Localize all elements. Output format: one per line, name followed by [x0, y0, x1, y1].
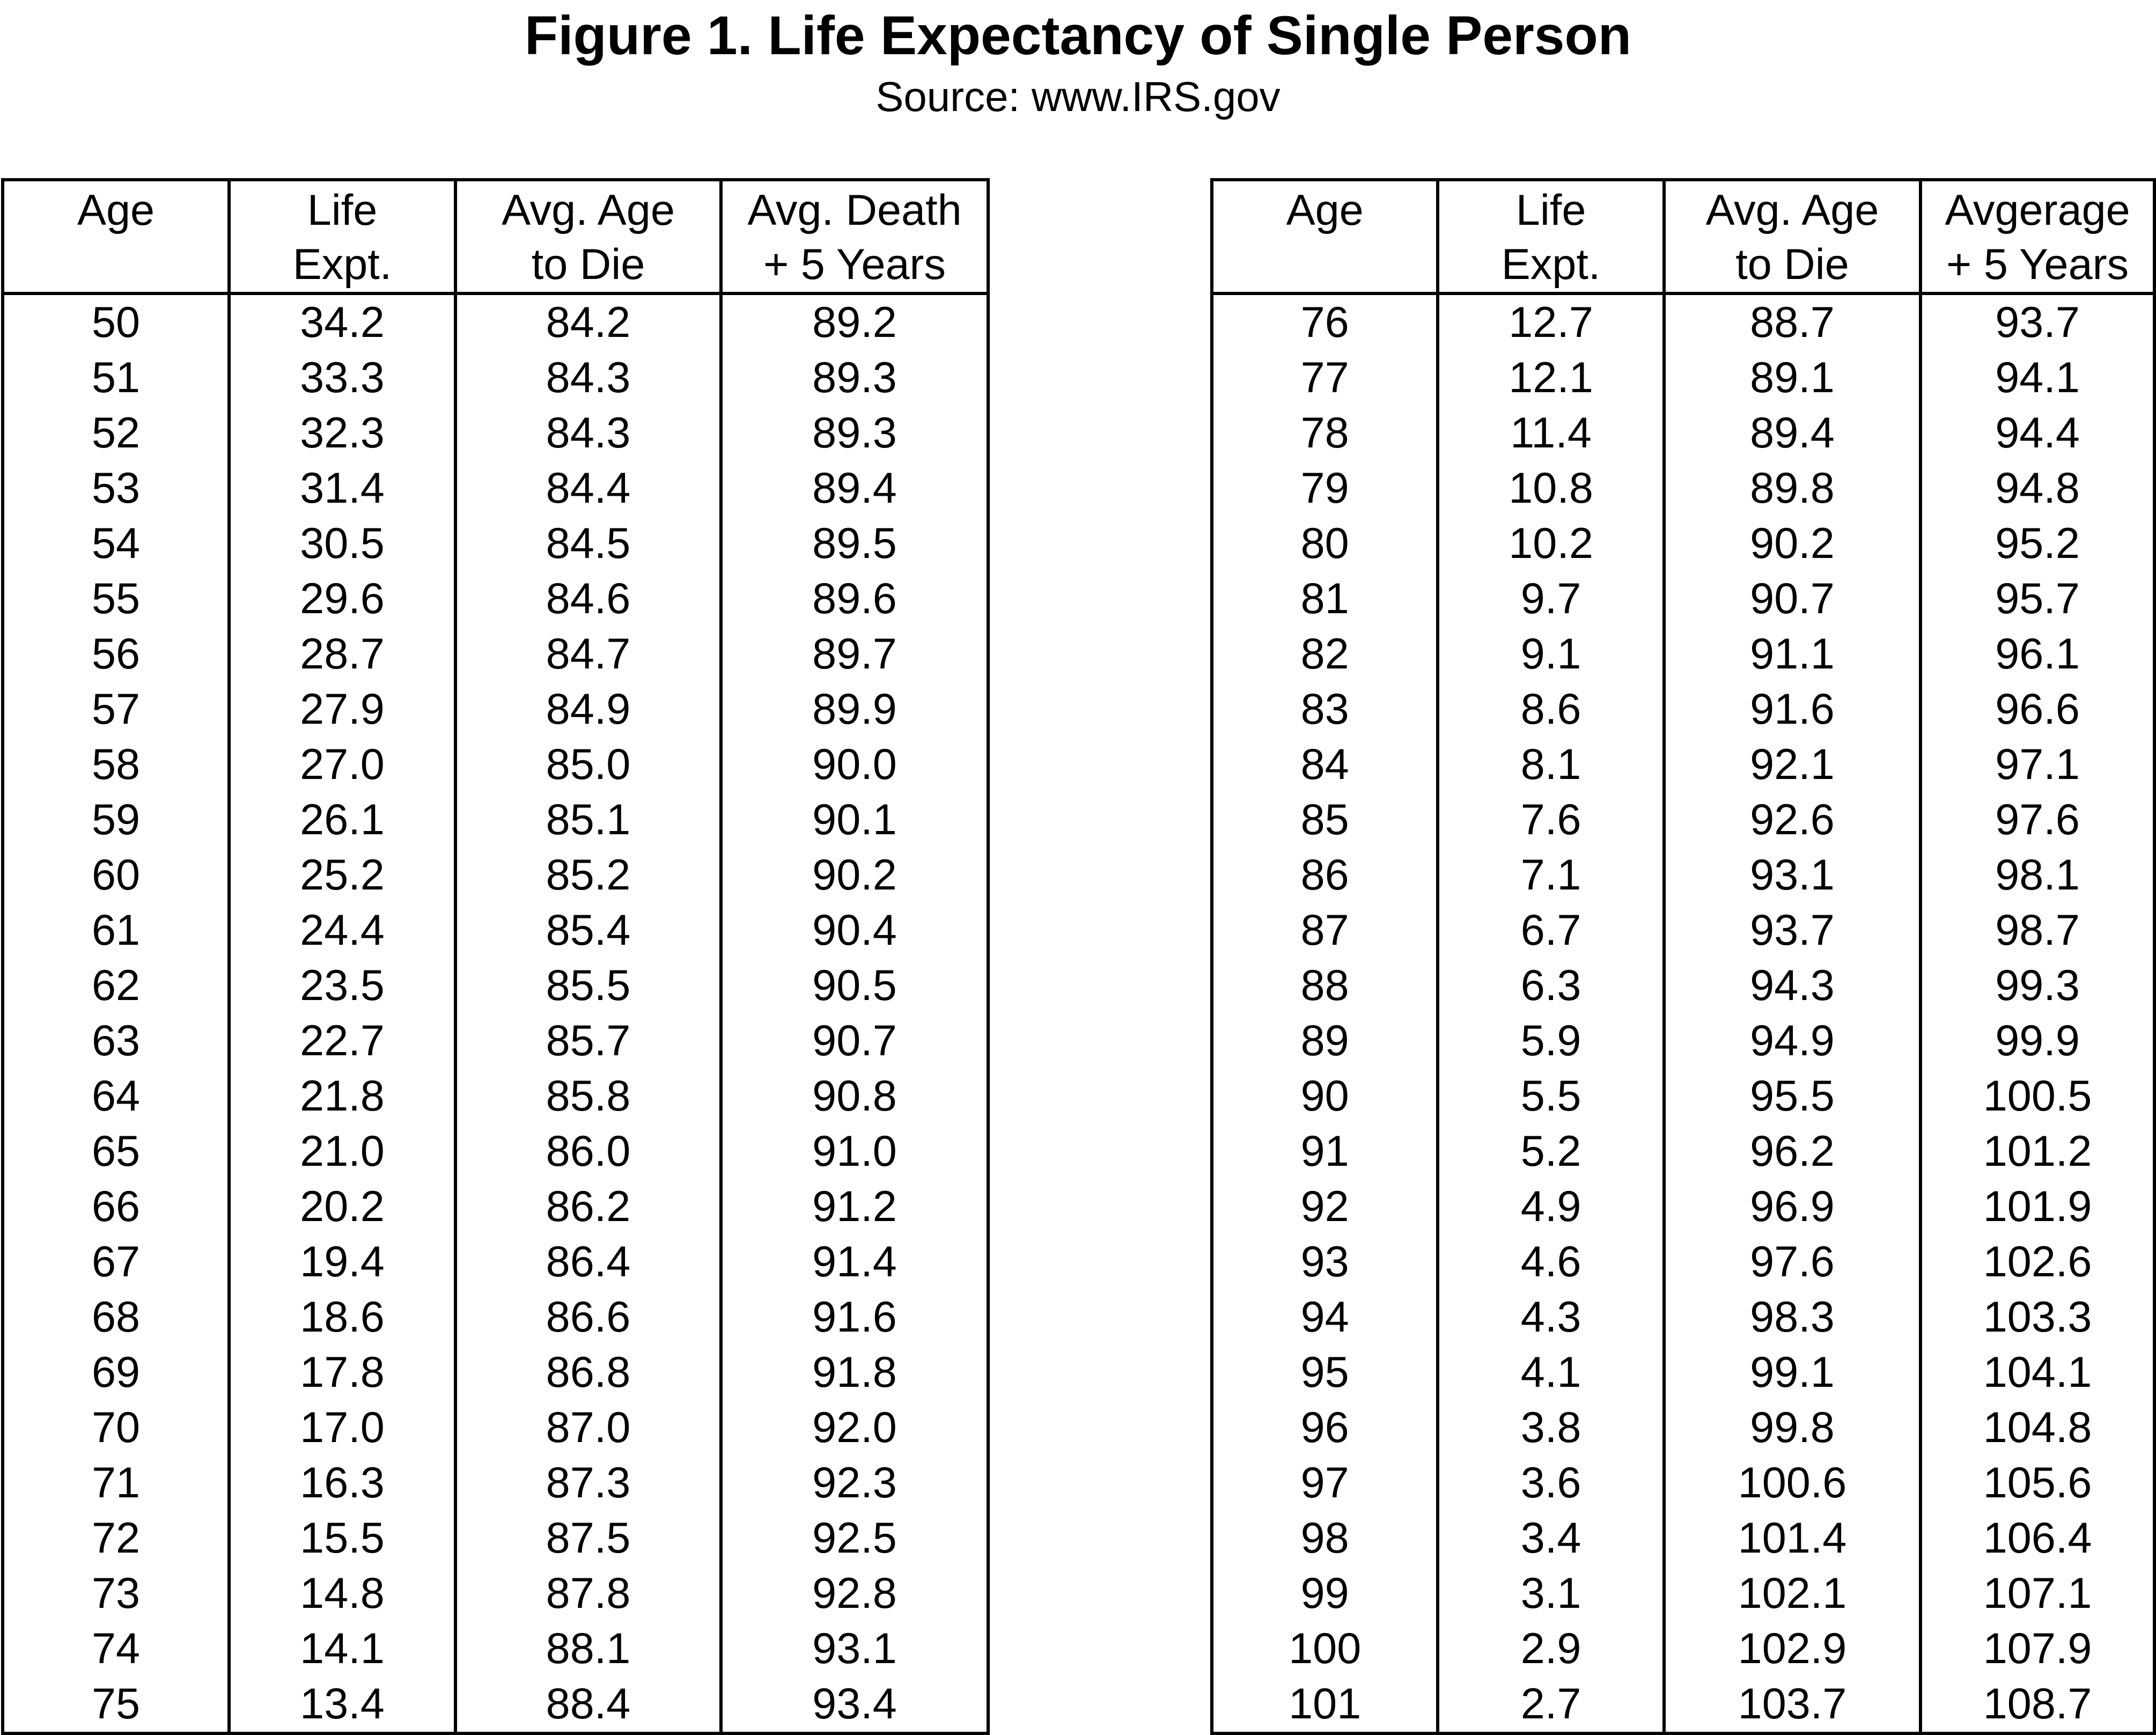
header-avg-age-to-die: [1664, 180, 1920, 293]
cell-life-expt: 8.1: [1438, 737, 1664, 792]
cell-life-expt: 27.0: [229, 737, 455, 792]
cell-avg-plus-5-years: 91.0: [721, 1124, 988, 1179]
cell-avg-age-to-die: 86.0: [455, 1124, 721, 1179]
table-row: [1212, 1677, 2154, 1733]
cell-avg-age-to-die: 90.2: [1664, 516, 1920, 571]
cell-life-expt: 4.6: [1438, 1234, 1664, 1290]
cell-avg-plus-5-years: 96.1: [1920, 627, 2154, 682]
cell-age: 97: [1212, 1455, 1438, 1511]
table-row: [1212, 1179, 2154, 1234]
table-row: [3, 571, 988, 627]
cell-age: 95: [1212, 1345, 1438, 1400]
cell-avg-plus-5-years: 97.1: [1920, 737, 2154, 792]
cell-avg-age-to-die: 85.4: [455, 903, 721, 958]
cell-avg-age-to-die: 84.3: [455, 350, 721, 406]
cell-avg-age-to-die: 99.1: [1664, 1345, 1920, 1400]
cell-avg-plus-5-years: 89.3: [721, 406, 988, 461]
cell-avg-age-to-die: 96.9: [1664, 1179, 1920, 1234]
cell-age: 90: [1212, 1069, 1438, 1124]
cell-age: 81: [1212, 571, 1438, 627]
cell-avg-plus-5-years: 89.9: [721, 682, 988, 737]
cell-age: 88: [1212, 958, 1438, 1013]
cell-life-expt: 17.8: [229, 1345, 455, 1400]
table-row: [3, 1069, 988, 1124]
cell-avg-age-to-die: 92.1: [1664, 737, 1920, 792]
table-row: [3, 792, 988, 848]
cell-age: 65: [3, 1124, 229, 1179]
table-row: [3, 1566, 988, 1621]
header-avg-plus-5-years: [1920, 180, 2154, 293]
cell-avg-plus-5-years: 90.8: [721, 1069, 988, 1124]
cell-life-expt: 18.6: [229, 1290, 455, 1345]
cell-age: 55: [3, 571, 229, 627]
table-row: [3, 461, 988, 516]
cell-age: 76: [1212, 293, 1438, 350]
table-row: [1212, 737, 2154, 792]
cell-avg-plus-5-years: 89.2: [721, 293, 988, 350]
cell-life-expt: 7.6: [1438, 792, 1664, 848]
cell-life-expt: 3.8: [1438, 1400, 1664, 1455]
table-row: [3, 627, 988, 682]
cell-avg-plus-5-years: 90.2: [721, 848, 988, 903]
cell-age: 67: [3, 1234, 229, 1290]
cell-avg-age-to-die: 84.6: [455, 571, 721, 627]
table-row: [3, 350, 988, 406]
cell-age: 54: [3, 516, 229, 571]
cell-avg-plus-5-years: 90.5: [721, 958, 988, 1013]
cell-age: 98: [1212, 1511, 1438, 1566]
cell-age: 74: [3, 1621, 229, 1677]
cell-age: 85: [1212, 792, 1438, 848]
cell-age: 79: [1212, 461, 1438, 516]
cell-avg-plus-5-years: 93.1: [721, 1621, 988, 1677]
table-row: [3, 903, 988, 958]
cell-life-expt: 14.1: [229, 1621, 455, 1677]
chart-subtitle: Source: www.IRS.gov: [875, 73, 1281, 120]
cell-avg-plus-5-years: 108.7: [1920, 1677, 2154, 1733]
cell-age: 57: [3, 682, 229, 737]
cell-avg-age-to-die: 87.0: [455, 1400, 721, 1455]
cell-avg-plus-5-years: 99.3: [1920, 958, 2154, 1013]
cell-avg-plus-5-years: 98.7: [1920, 903, 2154, 958]
cell-life-expt: 6.3: [1438, 958, 1664, 1013]
table-row: [1212, 1069, 2154, 1124]
table-row: [3, 1677, 988, 1733]
cell-life-expt: 26.1: [229, 792, 455, 848]
table-row: [1212, 682, 2154, 737]
cell-age: 56: [3, 627, 229, 682]
cell-avg-plus-5-years: 93.4: [721, 1677, 988, 1733]
cell-avg-plus-5-years: 91.6: [721, 1290, 988, 1345]
cell-life-expt: 27.9: [229, 682, 455, 737]
cell-life-expt: 29.6: [229, 571, 455, 627]
table-row: [3, 1400, 988, 1455]
table-row: [1212, 1013, 2154, 1069]
header-line: Age: [1286, 186, 1364, 234]
cell-life-expt: 5.9: [1438, 1013, 1664, 1069]
table-row: [3, 516, 988, 571]
cell-age: 70: [3, 1400, 229, 1455]
cell-avg-age-to-die: 102.9: [1664, 1621, 1920, 1677]
table-row: [1212, 1455, 2154, 1511]
cell-life-expt: 23.5: [229, 958, 455, 1013]
header-line: Avg. Death: [747, 186, 962, 234]
cell-life-expt: 11.4: [1438, 406, 1664, 461]
cell-avg-age-to-die: 93.1: [1664, 848, 1920, 903]
header-life-expt: [1438, 180, 1664, 293]
table-row: [1212, 293, 2154, 350]
chart-title: Figure 1. Life Expectancy of Single Person: [524, 5, 1632, 66]
cell-avg-age-to-die: 87.5: [455, 1511, 721, 1566]
cell-life-expt: 31.4: [229, 461, 455, 516]
header-line: + 5 Years: [763, 240, 946, 289]
cell-avg-age-to-die: 86.8: [455, 1345, 721, 1400]
table-row: [1212, 1234, 2154, 1290]
cell-life-expt: 21.8: [229, 1069, 455, 1124]
cell-life-expt: 10.8: [1438, 461, 1664, 516]
cell-age: 62: [3, 958, 229, 1013]
cell-life-expt: 24.4: [229, 903, 455, 958]
cell-life-expt: 19.4: [229, 1234, 455, 1290]
header-row: [1212, 180, 2154, 293]
cell-life-expt: 21.0: [229, 1124, 455, 1179]
cell-life-expt: 7.1: [1438, 848, 1664, 903]
cell-avg-age-to-die: 86.4: [455, 1234, 721, 1290]
cell-age: 101: [1212, 1677, 1438, 1733]
cell-age: 69: [3, 1345, 229, 1400]
cell-avg-plus-5-years: 107.9: [1920, 1621, 2154, 1677]
cell-avg-plus-5-years: 89.4: [721, 461, 988, 516]
cell-avg-age-to-die: 88.4: [455, 1677, 721, 1733]
cell-avg-plus-5-years: 95.2: [1920, 516, 2154, 571]
cell-avg-plus-5-years: 91.4: [721, 1234, 988, 1290]
cell-life-expt: 4.1: [1438, 1345, 1664, 1400]
cell-age: 77: [1212, 350, 1438, 406]
table-row: [3, 958, 988, 1013]
cell-avg-age-to-die: 86.6: [455, 1290, 721, 1345]
cell-avg-plus-5-years: 92.0: [721, 1400, 988, 1455]
cell-life-expt: 32.3: [229, 406, 455, 461]
cell-avg-plus-5-years: 89.5: [721, 516, 988, 571]
cell-avg-age-to-die: 85.0: [455, 737, 721, 792]
cell-avg-age-to-die: 86.2: [455, 1179, 721, 1234]
header-avg-plus-5-years: [721, 180, 988, 293]
table-row: [1212, 350, 2154, 406]
cell-life-expt: 9.7: [1438, 571, 1664, 627]
cell-avg-plus-5-years: 98.1: [1920, 848, 2154, 903]
table-row: [3, 1455, 988, 1511]
cell-age: 83: [1212, 682, 1438, 737]
table-row: [3, 1234, 988, 1290]
header-avg-age-to-die: [455, 180, 721, 293]
cell-avg-age-to-die: 89.4: [1664, 406, 1920, 461]
cell-age: 87: [1212, 903, 1438, 958]
cell-avg-age-to-die: 91.1: [1664, 627, 1920, 682]
cell-avg-plus-5-years: 105.6: [1920, 1455, 2154, 1511]
table-row: [1212, 1124, 2154, 1179]
header-row: [3, 180, 988, 293]
cell-age: 71: [3, 1455, 229, 1511]
header-line: Life: [307, 186, 378, 234]
cell-age: 59: [3, 792, 229, 848]
header-line: Avg. Age: [502, 186, 675, 234]
cell-life-expt: 30.5: [229, 516, 455, 571]
cell-avg-plus-5-years: 106.4: [1920, 1511, 2154, 1566]
cell-avg-plus-5-years: 103.3: [1920, 1290, 2154, 1345]
cell-age: 60: [3, 848, 229, 903]
cell-avg-plus-5-years: 89.7: [721, 627, 988, 682]
cell-avg-age-to-die: 85.2: [455, 848, 721, 903]
header-life-expt: [229, 180, 455, 293]
cell-life-expt: 8.6: [1438, 682, 1664, 737]
cell-avg-age-to-die: 93.7: [1664, 903, 1920, 958]
cell-avg-plus-5-years: 91.2: [721, 1179, 988, 1234]
cell-age: 50: [3, 293, 229, 350]
cell-avg-plus-5-years: 104.8: [1920, 1400, 2154, 1455]
cell-age: 84: [1212, 737, 1438, 792]
cell-age: 80: [1212, 516, 1438, 571]
header-line: to Die: [1735, 240, 1849, 289]
header-line: Avg. Age: [1705, 186, 1879, 234]
cell-life-expt: 10.2: [1438, 516, 1664, 571]
cell-avg-age-to-die: 99.8: [1664, 1400, 1920, 1455]
table-row: [1212, 516, 2154, 571]
table-row: [3, 293, 988, 350]
cell-life-expt: 34.2: [229, 293, 455, 350]
cell-avg-age-to-die: 84.4: [455, 461, 721, 516]
life-expectancy-table-right: [1210, 178, 2156, 1735]
cell-age: 75: [3, 1677, 229, 1733]
cell-age: 78: [1212, 406, 1438, 461]
cell-age: 93: [1212, 1234, 1438, 1290]
cell-avg-age-to-die: 85.5: [455, 958, 721, 1013]
cell-life-expt: 3.1: [1438, 1566, 1664, 1621]
table-row: [3, 1511, 988, 1566]
cell-avg-plus-5-years: 107.1: [1920, 1566, 2154, 1621]
table-row: [3, 737, 988, 792]
table-row: [3, 406, 988, 461]
cell-avg-age-to-die: 100.6: [1664, 1455, 1920, 1511]
cell-age: 64: [3, 1069, 229, 1124]
cell-life-expt: 12.1: [1438, 350, 1664, 406]
cell-life-expt: 2.7: [1438, 1677, 1664, 1733]
cell-avg-plus-5-years: 101.2: [1920, 1124, 2154, 1179]
cell-age: 86: [1212, 848, 1438, 903]
table-row: [1212, 1400, 2154, 1455]
cell-age: 72: [3, 1511, 229, 1566]
cell-age: 53: [3, 461, 229, 516]
table-row: [1212, 1566, 2154, 1621]
header-age: [3, 180, 229, 293]
cell-avg-age-to-die: 84.5: [455, 516, 721, 571]
cell-age: 91: [1212, 1124, 1438, 1179]
header-line: Life: [1515, 186, 1586, 234]
cell-avg-plus-5-years: 92.3: [721, 1455, 988, 1511]
cell-avg-age-to-die: 85.7: [455, 1013, 721, 1069]
header-line: Expt.: [292, 240, 392, 289]
cell-avg-plus-5-years: 97.6: [1920, 792, 2154, 848]
table-row: [1212, 406, 2154, 461]
cell-life-expt: 3.6: [1438, 1455, 1664, 1511]
table-row: [3, 682, 988, 737]
cell-age: 73: [3, 1566, 229, 1621]
table-row: [1212, 571, 2154, 627]
table-row: [1212, 1345, 2154, 1400]
cell-avg-age-to-die: 94.9: [1664, 1013, 1920, 1069]
cell-avg-age-to-die: 102.1: [1664, 1566, 1920, 1621]
cell-life-expt: 4.9: [1438, 1179, 1664, 1234]
header-line: Expt.: [1501, 240, 1601, 289]
cell-avg-plus-5-years: 90.4: [721, 903, 988, 958]
cell-avg-plus-5-years: 91.8: [721, 1345, 988, 1400]
cell-avg-age-to-die: 84.9: [455, 682, 721, 737]
life-expectancy-table-left: [1, 178, 990, 1735]
cell-avg-age-to-die: 84.2: [455, 293, 721, 350]
cell-age: 52: [3, 406, 229, 461]
cell-life-expt: 28.7: [229, 627, 455, 682]
cell-avg-plus-5-years: 95.7: [1920, 571, 2154, 627]
cell-avg-age-to-die: 91.6: [1664, 682, 1920, 737]
cell-avg-plus-5-years: 92.8: [721, 1566, 988, 1621]
cell-age: 89: [1212, 1013, 1438, 1069]
cell-age: 58: [3, 737, 229, 792]
cell-life-expt: 6.7: [1438, 903, 1664, 958]
table-row: [1212, 903, 2154, 958]
header-line: to Die: [531, 240, 645, 289]
table-row: [3, 848, 988, 903]
header-line: Avgerage: [1945, 186, 2130, 234]
table-row: [3, 1621, 988, 1677]
cell-avg-age-to-die: 97.6: [1664, 1234, 1920, 1290]
cell-avg-age-to-die: 88.7: [1664, 293, 1920, 350]
cell-avg-age-to-die: 84.3: [455, 406, 721, 461]
cell-life-expt: 17.0: [229, 1400, 455, 1455]
cell-avg-plus-5-years: 94.8: [1920, 461, 2154, 516]
cell-avg-plus-5-years: 90.0: [721, 737, 988, 792]
cell-life-expt: 25.2: [229, 848, 455, 903]
cell-life-expt: 16.3: [229, 1455, 455, 1511]
cell-avg-plus-5-years: 94.4: [1920, 406, 2154, 461]
cell-avg-plus-5-years: 101.9: [1920, 1179, 2154, 1234]
cell-age: 96: [1212, 1400, 1438, 1455]
cell-life-expt: 9.1: [1438, 627, 1664, 682]
cell-avg-plus-5-years: 94.1: [1920, 350, 2154, 406]
cell-avg-plus-5-years: 99.9: [1920, 1013, 2154, 1069]
table-row: [1212, 1621, 2154, 1677]
cell-avg-plus-5-years: 100.5: [1920, 1069, 2154, 1124]
cell-life-expt: 33.3: [229, 350, 455, 406]
table-row: [3, 1013, 988, 1069]
cell-life-expt: 5.5: [1438, 1069, 1664, 1124]
header-line: Age: [77, 186, 155, 234]
cell-age: 68: [3, 1290, 229, 1345]
cell-avg-age-to-die: 88.1: [455, 1621, 721, 1677]
cell-avg-age-to-die: 90.7: [1664, 571, 1920, 627]
cell-avg-age-to-die: 85.8: [455, 1069, 721, 1124]
cell-age: 100: [1212, 1621, 1438, 1677]
header-line: + 5 Years: [1946, 240, 2129, 289]
cell-life-expt: 14.8: [229, 1566, 455, 1621]
cell-age: 63: [3, 1013, 229, 1069]
cell-life-expt: 4.3: [1438, 1290, 1664, 1345]
cell-avg-plus-5-years: 104.1: [1920, 1345, 2154, 1400]
cell-avg-age-to-die: 87.8: [455, 1566, 721, 1621]
table-row: [3, 1345, 988, 1400]
cell-avg-age-to-die: 87.3: [455, 1455, 721, 1511]
cell-life-expt: 13.4: [229, 1677, 455, 1733]
cell-avg-age-to-die: 101.4: [1664, 1511, 1920, 1566]
table-row: [1212, 627, 2154, 682]
cell-avg-plus-5-years: 90.1: [721, 792, 988, 848]
cell-avg-plus-5-years: 92.5: [721, 1511, 988, 1566]
cell-life-expt: 20.2: [229, 1179, 455, 1234]
cell-age: 61: [3, 903, 229, 958]
cell-avg-plus-5-years: 90.7: [721, 1013, 988, 1069]
cell-avg-age-to-die: 95.5: [1664, 1069, 1920, 1124]
cell-life-expt: 2.9: [1438, 1621, 1664, 1677]
table-row: [3, 1179, 988, 1234]
cell-avg-plus-5-years: 96.6: [1920, 682, 2154, 737]
cell-avg-age-to-die: 103.7: [1664, 1677, 1920, 1733]
cell-age: 82: [1212, 627, 1438, 682]
cell-age: 92: [1212, 1179, 1438, 1234]
table-row: [1212, 1290, 2154, 1345]
table-row: [3, 1124, 988, 1179]
cell-avg-age-to-die: 92.6: [1664, 792, 1920, 848]
header-age: [1212, 180, 1438, 293]
cell-life-expt: 22.7: [229, 1013, 455, 1069]
table-row: [3, 1290, 988, 1345]
cell-avg-age-to-die: 89.8: [1664, 461, 1920, 516]
cell-avg-plus-5-years: 89.3: [721, 350, 988, 406]
cell-age: 51: [3, 350, 229, 406]
cell-age: 94: [1212, 1290, 1438, 1345]
cell-avg-plus-5-years: 93.7: [1920, 293, 2154, 350]
cell-age: 99: [1212, 1566, 1438, 1621]
cell-avg-age-to-die: 85.1: [455, 792, 721, 848]
cell-life-expt: 12.7: [1438, 293, 1664, 350]
cell-avg-age-to-die: 84.7: [455, 627, 721, 682]
table-row: [1212, 848, 2154, 903]
cell-avg-plus-5-years: 102.6: [1920, 1234, 2154, 1290]
table-row: [1212, 1511, 2154, 1566]
cell-avg-age-to-die: 98.3: [1664, 1290, 1920, 1345]
cell-avg-age-to-die: 94.3: [1664, 958, 1920, 1013]
cell-life-expt: 5.2: [1438, 1124, 1664, 1179]
table-row: [1212, 461, 2154, 516]
cell-life-expt: 15.5: [229, 1511, 455, 1566]
cell-avg-age-to-die: 89.1: [1664, 350, 1920, 406]
cell-age: 66: [3, 1179, 229, 1234]
table-row: [1212, 958, 2154, 1013]
table-row: [1212, 792, 2154, 848]
cell-life-expt: 3.4: [1438, 1511, 1664, 1566]
cell-avg-plus-5-years: 89.6: [721, 571, 988, 627]
cell-avg-age-to-die: 96.2: [1664, 1124, 1920, 1179]
